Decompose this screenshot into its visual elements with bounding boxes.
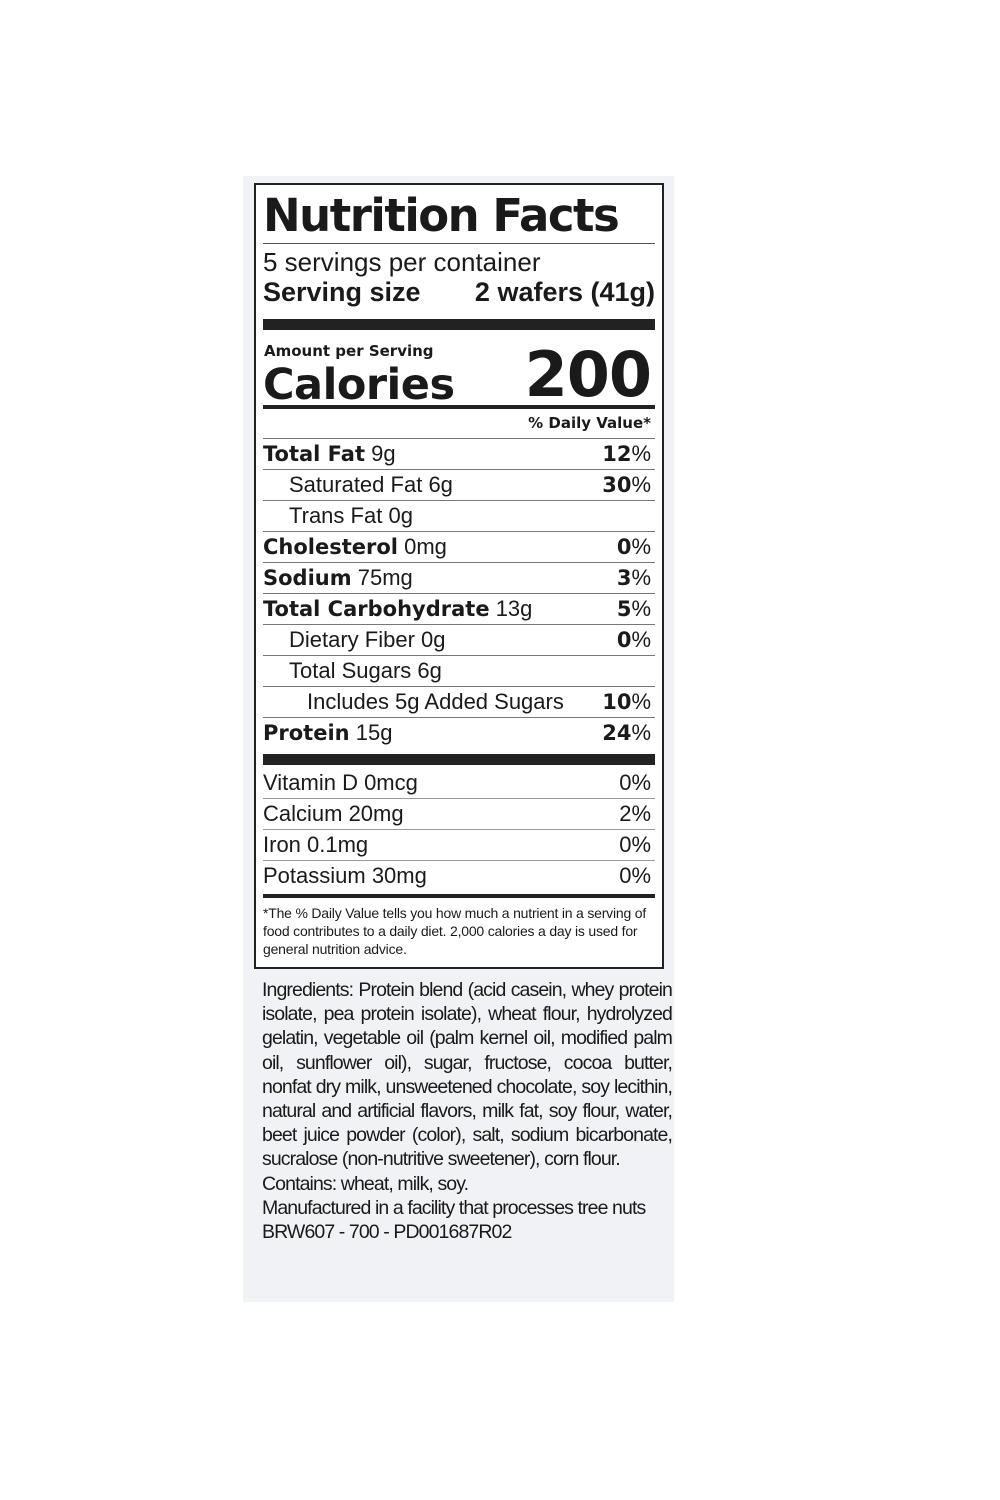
vitamin-name: Potassium 30mg (263, 863, 427, 888)
nutrient-row (263, 562, 655, 593)
nutrient-amount: 15g (355, 720, 393, 745)
calories-value: 200 (524, 338, 651, 411)
serving-size-row (263, 277, 655, 307)
daily-value-number: 12 (602, 442, 632, 466)
nutrient-daily-value: 5% (616, 596, 651, 621)
amount-per-serving: Amount per Serving (264, 342, 434, 360)
vitamin-name: Vitamin D 0mcg (263, 770, 418, 795)
vitamin-row (263, 798, 655, 829)
nutrient-name (289, 658, 442, 684)
daily-value-number: 5 (616, 597, 632, 621)
allergen-statement: Contains: wheat, milk, soy. (262, 1172, 469, 1195)
nutrition-facts-label (254, 183, 664, 969)
nutrient-label: Trans Fat (289, 503, 383, 528)
nutrient-daily-value: 30% (602, 472, 651, 497)
nutrient-label: Total Carbohydrate (263, 597, 490, 621)
nutrient-daily-value: 3% (616, 565, 651, 590)
nutrient-name (263, 720, 392, 746)
vitamin-daily-value: 0% (619, 770, 651, 795)
vitamin-daily-value: 2% (619, 801, 651, 826)
vitamin-row (263, 860, 655, 891)
nutrient-amount: 0mg (404, 534, 447, 559)
thick-divider (263, 754, 655, 765)
nutrient-amount: 75mg (357, 565, 413, 590)
vitamin-row (263, 768, 655, 798)
divider (263, 243, 655, 244)
medium-divider (263, 894, 655, 898)
daily-value-header: % Daily Value* (528, 414, 651, 432)
nutrient-row (263, 438, 655, 469)
ingredients-section (262, 978, 672, 1244)
nutrient-row (263, 655, 655, 686)
nutrient-amount: 13g (495, 596, 533, 621)
nutrient-amount: 6g (417, 658, 442, 683)
serving-size-label: Serving size (263, 277, 421, 307)
product-code: BRW607 - 700 - PD001687R02 (262, 1221, 512, 1244)
vitamin-name: Iron 0.1mg (263, 832, 369, 857)
daily-value-number: 30 (602, 473, 632, 497)
nutrient-name (307, 689, 564, 715)
nutrient-name (289, 472, 453, 498)
nutrient-row (263, 717, 655, 748)
nutrient-label: Sodium (263, 566, 352, 590)
nutrient-name (263, 534, 447, 560)
vitamin-row (263, 829, 655, 860)
nutrient-amount: 0g (388, 503, 413, 528)
nutrient-daily-value: 10% (602, 689, 651, 714)
daily-value-footnote: *The % Daily Value tells you how much a nutrient in a serving of food contributes to a daily diet. 2,000 calories a day is used for general nutrition advice. (263, 905, 647, 957)
daily-value-number: 10 (602, 690, 632, 714)
nutrient-row (263, 593, 655, 624)
nutrient-daily-value: 24% (602, 720, 651, 745)
nutrient-amount: 6g (428, 472, 453, 497)
nutrient-label: Total Fat (263, 442, 366, 466)
nutrient-name (263, 565, 413, 591)
vitamin-daily-value: 0% (619, 863, 651, 888)
nutrient-amount: 9g (371, 441, 396, 466)
ingredients-text: Ingredients: Protein blend (acid casein, whey protein isolate, pea protein isolate), wheat flour, hydrolyzed gelatin, vegetable oil (palm kernel oil, modified palm oil, sunflower oil), sugar, fructose, cocoa butter, nonfat dry milk, unsweetened chocolate, soy lecithin, natural and artificial flavors, milk fat, soy flour, water, beet juice powder (color), salt, sodium bicarbonate, sucralose (non-nutritive sweetener), corn flour. (262, 979, 672, 1171)
daily-value-number: 0 (616, 535, 632, 559)
nutrient-label: Dietary Fiber (289, 627, 415, 652)
nutrient-daily-value: 0% (616, 534, 651, 559)
nutrient-daily-value: 12% (602, 441, 651, 466)
facility-statement: Manufactured in a facility that processes tree nuts (262, 1196, 646, 1219)
vitamin-name: Calcium 20mg (263, 801, 404, 826)
nutrient-amount: 0g (421, 627, 446, 652)
nutrient-name (289, 627, 446, 653)
nutrient-label: Saturated Fat (289, 472, 423, 497)
vitamin-list (263, 768, 655, 891)
nutrient-label: Total Sugars (289, 658, 412, 683)
vitamin-daily-value: 0% (619, 832, 651, 857)
thick-divider (263, 319, 655, 330)
nutrient-row (263, 469, 655, 500)
nutrient-row (263, 500, 655, 531)
servings-per-container: 5 servings per container (263, 247, 541, 277)
nutrient-name (263, 596, 532, 622)
daily-value-number: 24 (602, 721, 632, 745)
label-title: Nutrition Facts (263, 189, 619, 242)
nutrient-label: Protein (263, 721, 350, 745)
nutrient-name (263, 441, 396, 467)
nutrient-label: Cholesterol (263, 535, 398, 559)
nutrient-daily-value: 0% (616, 627, 651, 652)
daily-value-number: 3 (616, 566, 632, 590)
calories-block (263, 330, 655, 411)
nutrient-row (263, 531, 655, 562)
serving-size-value: 2 wafers (41g) (474, 277, 655, 307)
nutrient-row (263, 686, 655, 717)
nutrient-label: Includes 5g Added Sugars (307, 689, 564, 714)
calories-label: Calories (263, 360, 455, 410)
nutrient-name (289, 503, 413, 529)
nutrient-row (263, 624, 655, 655)
nutrient-list (263, 438, 655, 748)
daily-value-number: 0 (616, 628, 632, 652)
